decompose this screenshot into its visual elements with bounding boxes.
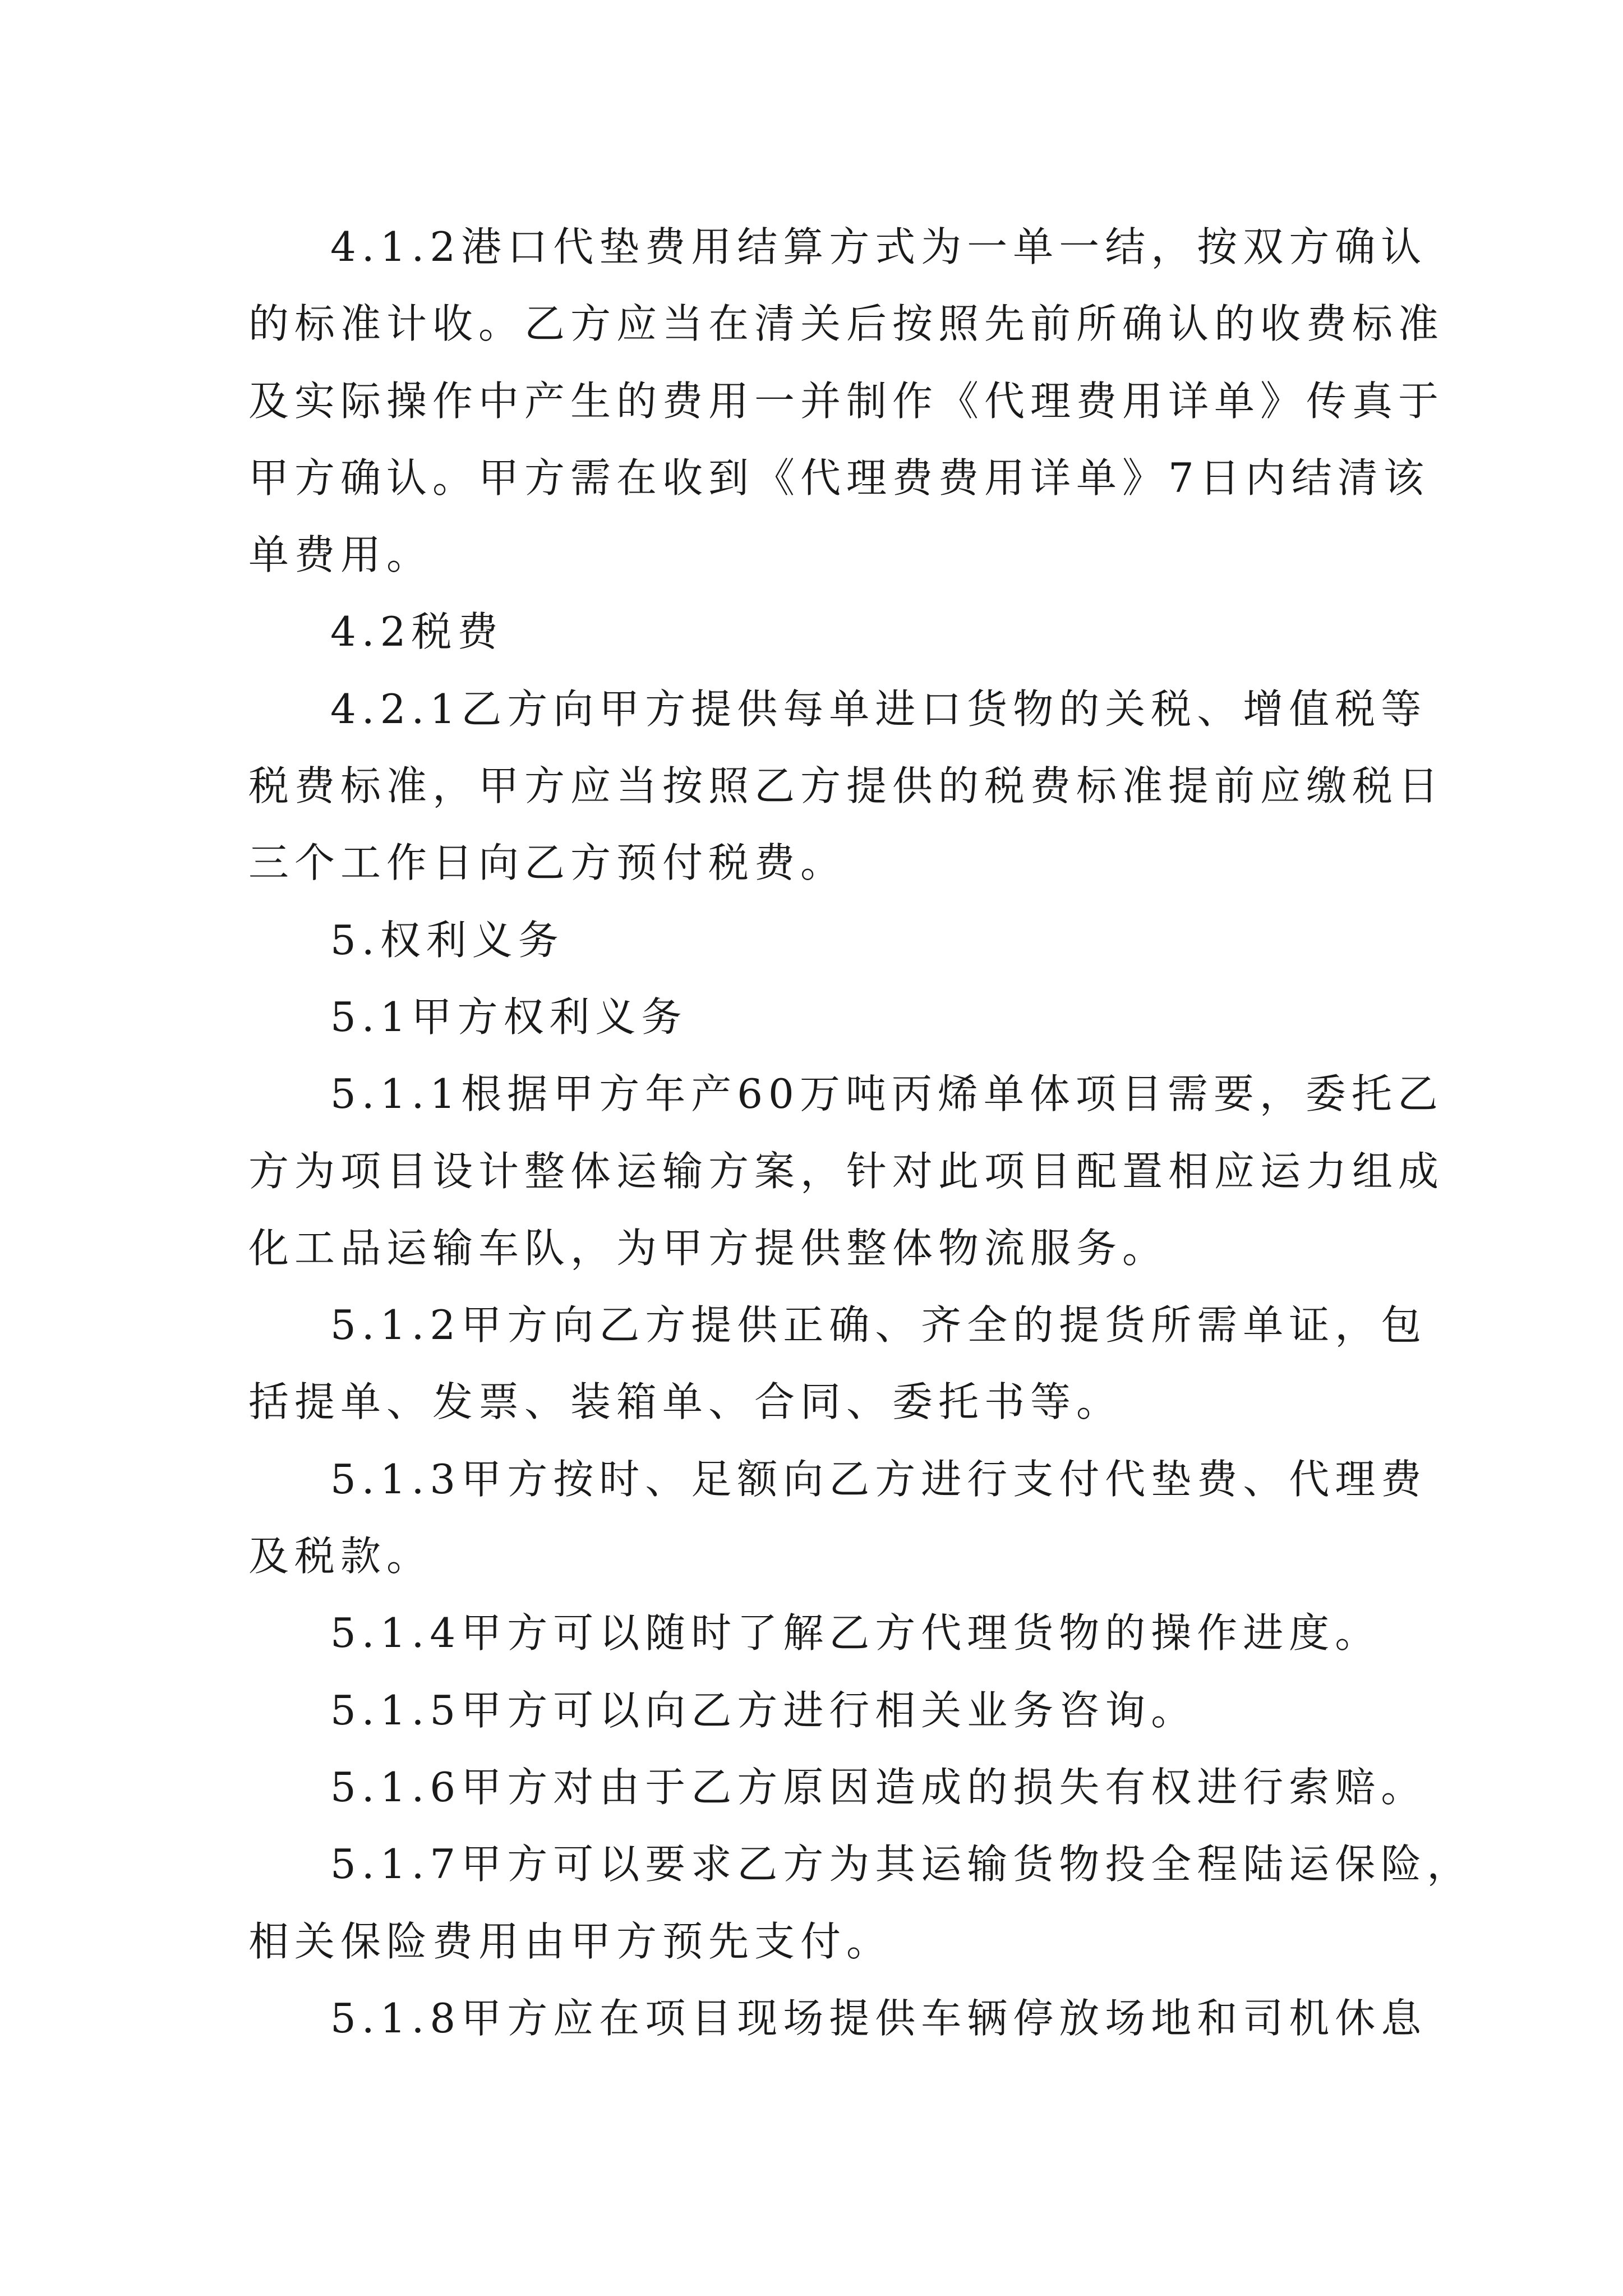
text-line: 5.1.5甲方可以向乙方进行相关业务咨询。 xyxy=(330,1686,1197,1734)
section-heading: 4.2税费 xyxy=(330,608,504,656)
text-line: 及税款。 xyxy=(248,1533,433,1580)
text-line: 甲方确认。甲方需在收到《代理费费用详单》7日内结清该 xyxy=(248,454,1430,501)
text-line: 括提单、发票、装箱单、合同、委托书等。 xyxy=(248,1378,1123,1426)
text-line: 5.1.1根据甲方年产60万吨丙烯单体项目需要，委托乙 xyxy=(330,1070,1444,1118)
text-line: 5.1.7甲方可以要求乙方为其运输货物投全程陆运保险， xyxy=(330,1841,1473,1888)
text-line: 单费用。 xyxy=(248,531,433,579)
document-body xyxy=(248,209,1473,2057)
section-heading: 5.权利义务 xyxy=(330,916,564,964)
text-line: 5.1.8甲方应在项目现场提供车辆停放场地和司机休息 xyxy=(330,1994,1427,2042)
text-line: 5.1.2甲方向乙方提供正确、齐全的提货所需单证，包 xyxy=(330,1301,1427,1349)
text-line: 5.1.6甲方对由于乙方原因造成的损失有权进行索赔。 xyxy=(330,1763,1427,1811)
text-line: 方为项目设计整体运输方案，针对此项目配置相应运力组成 xyxy=(248,1147,1445,1195)
section-heading: 5.1甲方权利义务 xyxy=(330,993,688,1041)
text-line: 4.1.2港口代垫费用结算方式为一单一结，按双方确认 xyxy=(330,223,1427,270)
text-line: 三个工作日向乙方预付税费。 xyxy=(248,839,847,887)
text-line: 4.2.1乙方向甲方提供每单进口货物的关税、增值税等 xyxy=(330,685,1427,733)
text-line: 相关保险费用由甲方预先支付。 xyxy=(248,1917,893,1965)
text-line: 税费标准，甲方应当按照乙方提供的税费标准提前应缴税日 xyxy=(248,762,1445,810)
text-line: 5.1.4甲方可以随时了解乙方代理货物的操作进度。 xyxy=(330,1609,1381,1657)
text-line: 5.1.3甲方按时、足额向乙方进行支付代垫费、代理费 xyxy=(330,1455,1427,1503)
text-line: 的标准计收。乙方应当在清关后按照先前所确认的收费标准 xyxy=(248,300,1445,348)
text-line: 及实际操作中产生的费用一并制作《代理费用详单》传真于 xyxy=(248,377,1445,425)
text-line: 化工品运输车队，为甲方提供整体物流服务。 xyxy=(248,1224,1169,1272)
